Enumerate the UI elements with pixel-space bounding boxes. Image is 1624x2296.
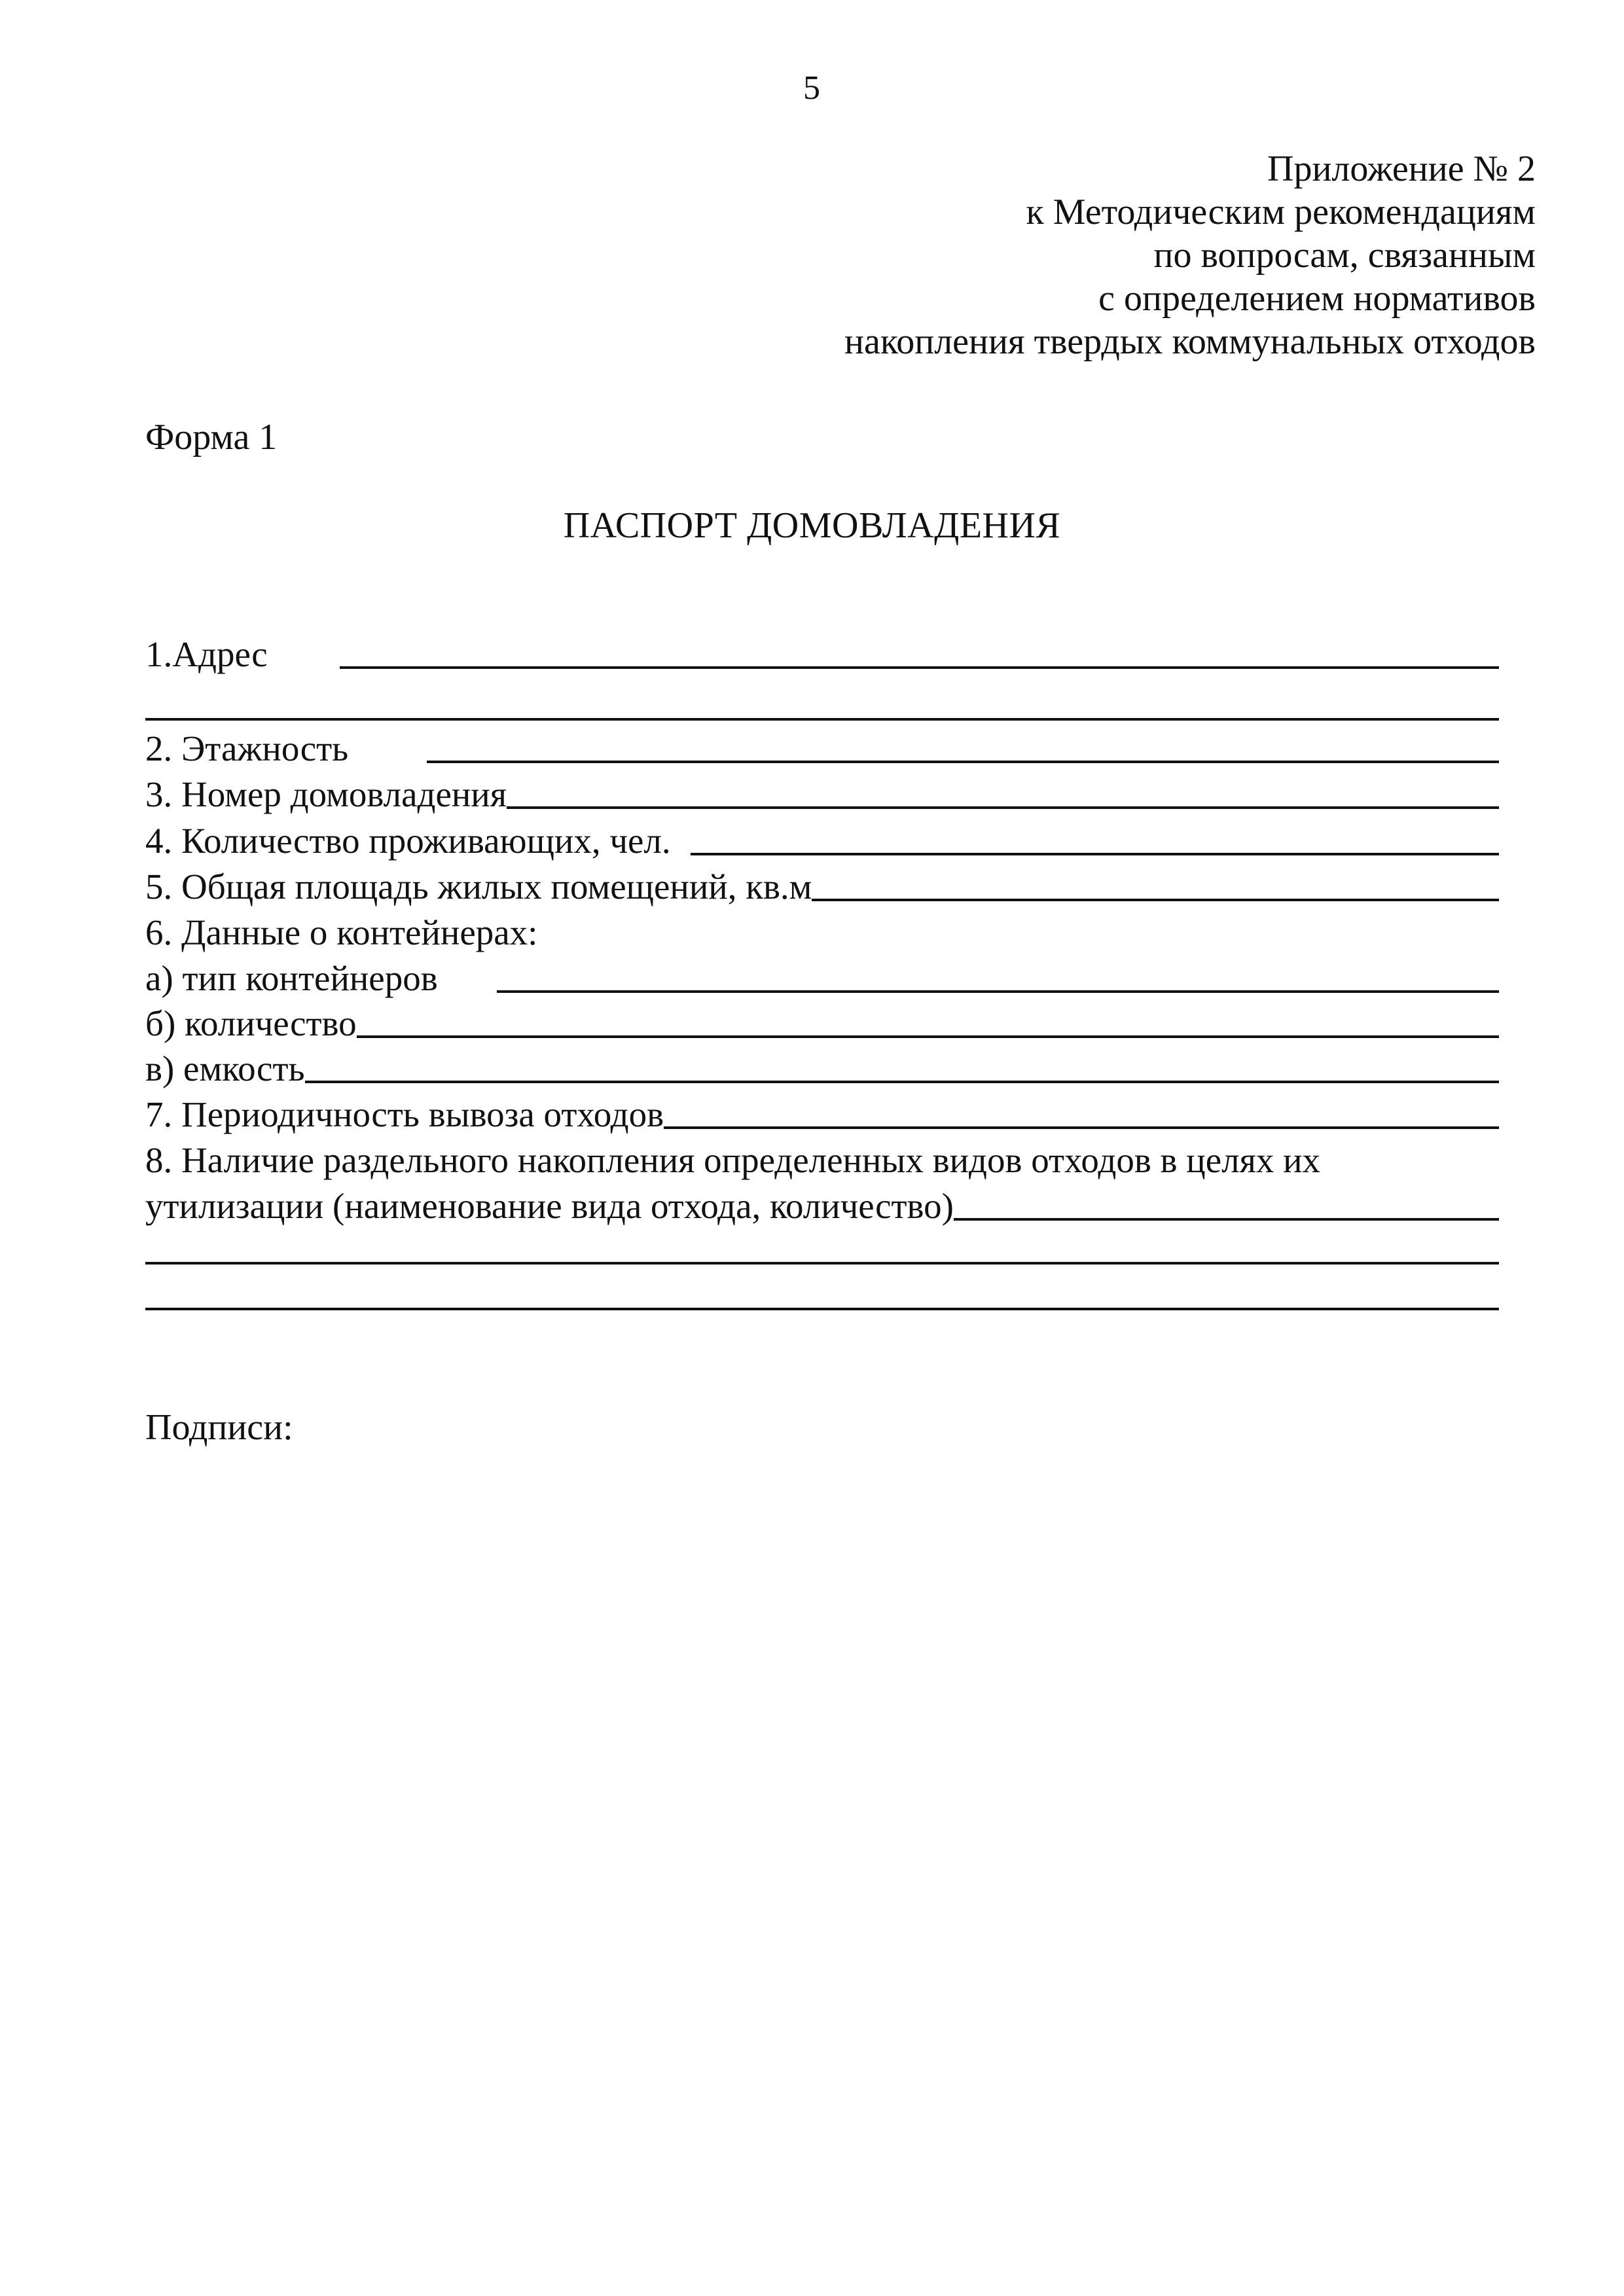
container-type-blank-line[interactable] <box>497 990 1499 993</box>
floors-field <box>145 728 1499 770</box>
container-count-label: б) количество <box>145 1003 357 1043</box>
separate-collection-blank-line[interactable] <box>954 1218 1499 1221</box>
residents-blank-line[interactable] <box>691 853 1499 855</box>
living-area-label: 5. Общая площадь жилых помещений, кв.м <box>145 867 812 906</box>
appendix-header <box>619 147 1536 363</box>
house-number-label: 3. Номер домовладения <box>145 774 507 814</box>
container-count-field <box>145 1003 1499 1045</box>
separate-collection-label: утилизации (наименование вида отхода, количество) <box>145 1186 954 1226</box>
living-area-blank-line[interactable] <box>812 899 1499 901</box>
container-type-field <box>145 958 1499 999</box>
removal-frequency-field <box>145 1094 1499 1136</box>
container-capacity-blank-line[interactable] <box>305 1081 1499 1083</box>
document-title: ПАСПОРТ ДОМОВЛАДЕНИЯ <box>563 505 1061 546</box>
appendix-line: по вопросам, связанным <box>1153 235 1536 276</box>
living-area-field <box>145 866 1499 908</box>
house-number-blank-line[interactable] <box>507 806 1499 809</box>
container-type-label: а) тип контейнеров <box>145 958 438 998</box>
floors-label: 2. Этажность <box>145 728 349 768</box>
page-number: 5 <box>803 69 820 107</box>
separate-collection-text: 8. Наличие раздельного накопления определенных видов отходов в целях их <box>145 1140 1321 1180</box>
container-capacity-field <box>145 1048 1499 1090</box>
appendix-line: накопления твердых коммунальных отходов <box>844 321 1536 362</box>
address-label: 1.Адрес <box>145 634 268 674</box>
removal-frequency-label: 7. Периодичность вывоза отходов <box>145 1094 664 1134</box>
appendix-line: с определением нормативов <box>1098 278 1536 319</box>
removal-frequency-blank-line[interactable] <box>664 1126 1499 1129</box>
residents-field <box>145 820 1499 862</box>
container-count-blank-line[interactable] <box>357 1035 1499 1038</box>
house-number-field <box>145 774 1499 816</box>
separate-collection-field <box>145 1185 1499 1227</box>
appendix-line: к Методическим рекомендациям <box>1026 192 1536 232</box>
separate-collection-extra-line[interactable] <box>145 1308 1499 1310</box>
signatures-label: Подписи: <box>145 1407 293 1448</box>
separate-collection-extra-line[interactable] <box>145 1262 1499 1265</box>
residents-label: 4. Количество проживающих, чел. <box>145 821 671 861</box>
appendix-line: Приложение № 2 <box>1267 149 1536 189</box>
containers-heading: 6. Данные о контейнерах: <box>145 912 538 952</box>
address-continuation-line[interactable] <box>145 718 1499 721</box>
address-blank-line[interactable] <box>340 666 1499 669</box>
address-field <box>145 634 1499 675</box>
container-capacity-label: в) емкость <box>145 1049 305 1088</box>
form-label: Форма 1 <box>145 417 278 457</box>
floors-blank-line[interactable] <box>427 761 1499 763</box>
